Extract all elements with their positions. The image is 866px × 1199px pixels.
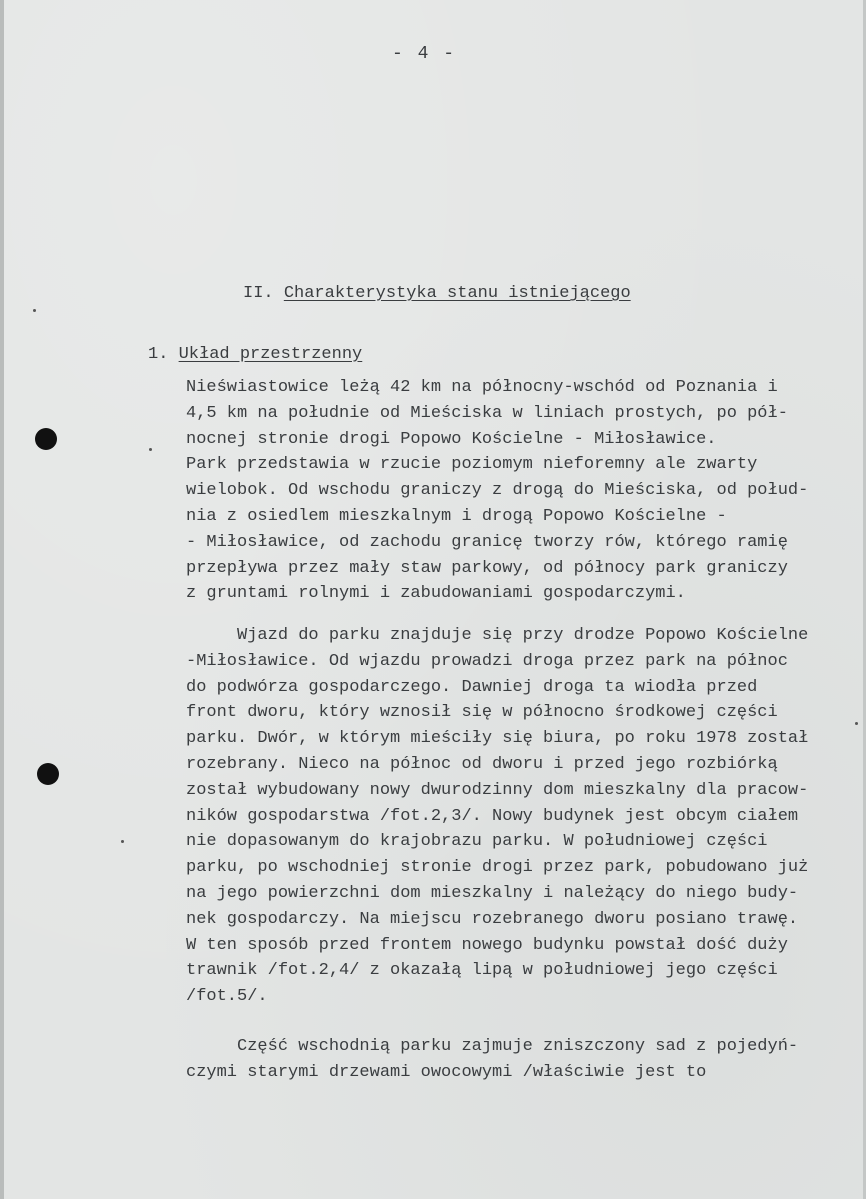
text-line: do podwórza gospodarczego. Dawniej droga ta wiodła przed: [186, 677, 758, 697]
section-heading: [243, 284, 631, 303]
text-line: nek gospodarczy. Na miejscu rozebranego dworu posiano trawę.: [186, 909, 799, 929]
text-line: Wjazd do parku znajduje się przy drodze Popowo Kościelne: [186, 626, 809, 645]
text-line: W ten sposób przed frontem nowego budynku powstał dość duży: [186, 935, 788, 955]
text-line: Część wschodnią parku zajmuje zniszczony sad z pojedyń-: [186, 1037, 799, 1056]
section-title: Charakterystyka stanu istniejącego: [283, 284, 631, 303]
text-line: wielobok. Od wschodu graniczy z drogą do Mieściska, od połud-: [186, 481, 809, 501]
text-line: Nieświastowice leżą 42 km na północny-wschód od Poznania i: [186, 378, 778, 397]
text-line: front dworu, który wznosił się w północno środkowej części: [186, 703, 778, 723]
text-line: rozebrany. Nieco na północ od dworu i przed jego rozbiórką: [186, 754, 778, 774]
page-edge-left: [0, 0, 4, 1199]
subsection-title: Układ przestrzenny: [178, 345, 363, 364]
text-line: parku, po wschodniej stronie drogi przez park, pobudowano już: [186, 858, 809, 878]
punch-hole-bottom: [37, 763, 59, 785]
text-line: 4,5 km na południe od Mieściska w liniach prostych, po pół-: [186, 403, 788, 423]
paragraph-location: [186, 375, 861, 607]
text-line: nia z osiedlem mieszkalnym i drogą Popowo Kościelne -: [186, 506, 727, 526]
text-line: Park przedstawia w rzucie poziomym nieforemny ale zwarty: [186, 455, 758, 475]
text-line: został wybudowany nowy dwurodzinny dom mieszkalny dla pracow-: [186, 780, 809, 800]
text-line: ników gospodarstwa /fot.2,3/. Nowy budynek jest obcym ciałem: [186, 806, 799, 826]
text-line: na jego powierzchni dom mieszkalny i należący do niego budy-: [186, 883, 799, 903]
text-line: - Miłosławice, od zachodu granicę tworzy rów, którego ramię: [186, 532, 788, 552]
text-line: przepływa przez mały staw parkowy, od północy park graniczy: [186, 558, 788, 578]
text-line: parku. Dwór, w którym mieściły się biura, po roku 1978 został: [186, 729, 809, 749]
punch-hole-top: [35, 428, 57, 450]
paragraph-entrance: [186, 623, 861, 1010]
paper-speck: [149, 448, 152, 451]
subsection-number: 1.: [148, 345, 169, 364]
text-line: -Miłosławice. Od wjazdu prowadzi droga przez park na północ: [186, 651, 788, 671]
text-line: nocnej stronie drogi Popowo Kościelne - Miłosławice.: [186, 429, 717, 449]
text-line: czymi starymi drzewami owocowymi /właściwie jest to: [186, 1062, 707, 1082]
text-line: trawnik /fot.2,4/ z okazałą lipą w południowej jego części: [186, 961, 778, 981]
paper-speck: [33, 309, 36, 312]
subsection-heading: [148, 345, 362, 364]
paper-speck: [121, 840, 124, 843]
text-line: nie dopasowanym do krajobrazu parku. W południowej części: [186, 832, 768, 852]
paragraph-orchard: [186, 1034, 861, 1086]
text-line: z gruntami rolnymi i zabudowaniami gospodarczymi.: [186, 584, 686, 604]
section-number: II.: [243, 284, 274, 303]
text-line: /fot.5/.: [186, 987, 268, 1007]
paper-speck: [855, 722, 858, 725]
page-number: - 4 -: [392, 44, 457, 64]
